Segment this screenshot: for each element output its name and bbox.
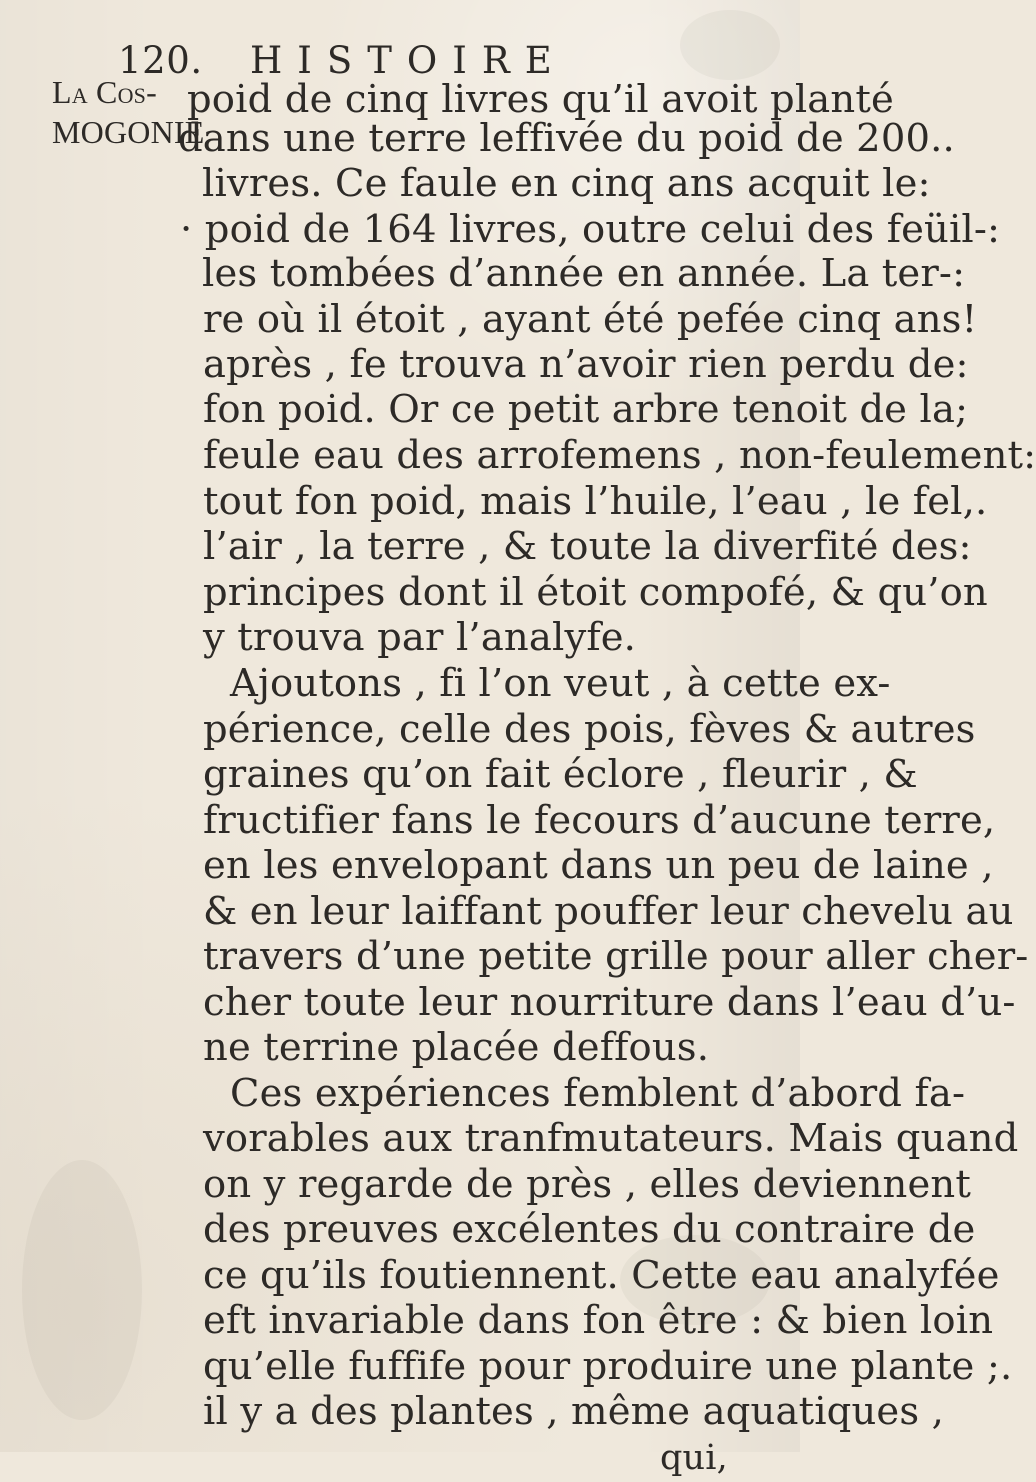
text-line: des preuves excélentes du contraire de xyxy=(203,1207,976,1252)
paper-stain xyxy=(22,1160,142,1420)
text-line: poid de cinq livres qu’il avoit planté xyxy=(187,77,894,122)
text-line: graines qu’on fait éclore , fleurir , & xyxy=(203,752,918,797)
text-line: on y regarde de près , elles deviennent xyxy=(203,1162,971,1207)
margin-note-line-2: MOGONIE xyxy=(52,114,205,150)
text-line: les tombées d’année en année. La ter-: xyxy=(202,251,966,296)
text-line: périence, celle des pois, fèves & autres xyxy=(203,707,976,752)
text-line: fructifier fans le fecours d’aucune terre, xyxy=(203,798,996,843)
text-line: en les envelopant dans un peu de laine , xyxy=(203,843,994,888)
text-line: ce qu’ils foutiennent. Cette eau analyfée xyxy=(203,1253,1000,1298)
text-line: y trouva par l’analyfe. xyxy=(203,615,637,660)
text-line: livres. Ce faule en cinq ans acquit le: xyxy=(202,161,931,206)
text-line: il y a des plantes , même aquatiques , xyxy=(203,1389,945,1434)
text-line: · poid de 164 livres, outre celui des feüil-: xyxy=(180,207,1001,252)
catchword: qui, xyxy=(660,1438,728,1478)
text-line: ne terrine placée deffous. xyxy=(203,1025,710,1070)
text-line: cher toute leur nourriture dans l’eau d’u- xyxy=(203,980,1016,1025)
text-line: feule eau des arrofemens , non-feulement: xyxy=(203,433,1036,478)
text-line: dans une terre leffivée du poid de 200.. xyxy=(178,116,955,161)
running-head: HISTOIRE xyxy=(250,39,567,82)
paper-stain xyxy=(680,10,780,80)
page-number: 120. xyxy=(118,39,203,82)
text-line: travers d’une petite grille pour aller cher- xyxy=(203,934,1029,979)
text-line: Ces expériences femblent d’abord fa- xyxy=(230,1071,966,1116)
text-line: l’air , la terre , & toute la diverfité des: xyxy=(203,524,972,569)
margin-note-line-1: La Cos- xyxy=(52,74,157,110)
text-line: & en leur laiffant pouffer leur chevelu au xyxy=(203,889,1014,934)
text-line: qu’elle fuffife pour produire une plante ;. xyxy=(203,1344,1013,1389)
text-line: après , fe trouva n’avoir rien perdu de: xyxy=(203,342,969,387)
text-line: re où il étoit , ayant été pefée cinq ans! xyxy=(203,297,978,342)
text-line: eft invariable dans fon être : & bien loin xyxy=(203,1298,994,1343)
text-line: vorables aux tranfmutateurs. Mais quand xyxy=(203,1116,1019,1161)
text-line: fon poid. Or ce petit arbre tenoit de la; xyxy=(203,387,969,432)
text-line: Ajoutons , fi l’on veut , à cette ex- xyxy=(230,661,891,706)
text-line: tout fon poid, mais l’huile, l’eau , le fel,. xyxy=(203,479,988,524)
text-line: principes dont il étoit compofé, & qu’on xyxy=(203,570,988,615)
